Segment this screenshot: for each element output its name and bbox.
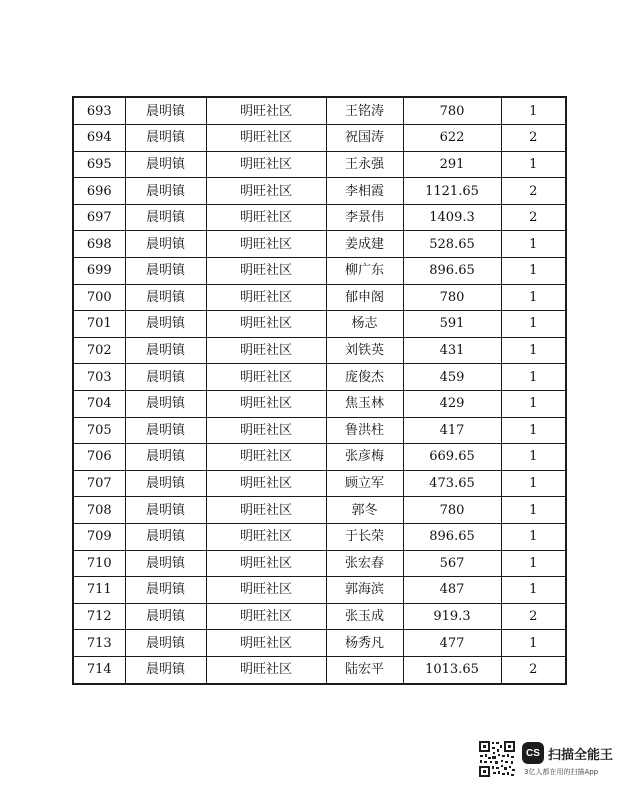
table-row [73,523,566,550]
town-cell: 晨明镇 [125,390,206,417]
roster-table-body [73,97,566,684]
amount-cell: 1409.3 [403,204,501,231]
amount-cell: 896.65 [403,523,501,550]
town-cell: 晨明镇 [125,630,206,657]
amount-cell: 487 [403,577,501,604]
count-cell: 1 [501,258,566,285]
count-cell: 1 [501,417,566,444]
table-row [73,444,566,471]
count-cell: 1 [501,444,566,471]
row-number-cell: 712 [73,603,125,630]
person-name-cell: 张玉成 [326,603,403,630]
person-name-cell: 祝国涛 [326,125,403,152]
row-number-cell: 714 [73,656,125,684]
table-row [73,390,566,417]
table-row [73,337,566,364]
table-row [73,470,566,497]
table-row [73,364,566,391]
camscanner-logo-icon: CS [522,742,544,764]
count-cell: 1 [501,390,566,417]
count-cell: 1 [501,497,566,524]
amount-cell: 780 [403,97,501,125]
row-number-cell: 700 [73,284,125,311]
count-cell: 1 [501,337,566,364]
table-row [73,550,566,577]
count-cell: 1 [501,630,566,657]
table-row [73,311,566,338]
person-name-cell: 刘铁英 [326,337,403,364]
town-cell: 晨明镇 [125,204,206,231]
table-row [73,284,566,311]
row-number-cell: 701 [73,311,125,338]
amount-cell: 477 [403,630,501,657]
count-cell: 2 [501,125,566,152]
person-name-cell: 杨志 [326,311,403,338]
town-cell: 晨明镇 [125,178,206,205]
count-cell: 1 [501,311,566,338]
community-cell: 明旺社区 [206,417,326,444]
amount-cell: 780 [403,497,501,524]
community-cell: 明旺社区 [206,151,326,178]
amount-cell: 291 [403,151,501,178]
amount-cell: 473.65 [403,470,501,497]
community-cell: 明旺社区 [206,258,326,285]
community-cell: 明旺社区 [206,523,326,550]
table-row [73,258,566,285]
table-row [73,630,566,657]
community-cell: 明旺社区 [206,125,326,152]
person-name-cell: 鲁洪柱 [326,417,403,444]
count-cell: 1 [501,97,566,125]
row-number-cell: 713 [73,630,125,657]
town-cell: 晨明镇 [125,550,206,577]
amount-cell: 669.65 [403,444,501,471]
count-cell: 1 [501,284,566,311]
row-number-cell: 704 [73,390,125,417]
person-name-cell: 杨秀凡 [326,630,403,657]
community-cell: 明旺社区 [206,178,326,205]
amount-cell: 429 [403,390,501,417]
count-cell: 2 [501,204,566,231]
row-number-cell: 695 [73,151,125,178]
person-name-cell: 张宏春 [326,550,403,577]
row-number-cell: 699 [73,258,125,285]
table-row [73,204,566,231]
row-number-cell: 708 [73,497,125,524]
amount-cell: 1013.65 [403,656,501,684]
table-row [73,178,566,205]
camscanner-watermark [478,740,618,782]
count-cell: 1 [501,523,566,550]
community-cell: 明旺社区 [206,497,326,524]
person-name-cell: 李相霞 [326,178,403,205]
town-cell: 晨明镇 [125,284,206,311]
table-row [73,603,566,630]
count-cell: 1 [501,550,566,577]
row-number-cell: 707 [73,470,125,497]
town-cell: 晨明镇 [125,523,206,550]
town-cell: 晨明镇 [125,417,206,444]
row-number-cell: 709 [73,523,125,550]
community-cell: 明旺社区 [206,550,326,577]
community-cell: 明旺社区 [206,311,326,338]
table-row [73,97,566,125]
brand-slogan: 3亿人都在用的扫描App [524,768,599,776]
amount-cell: 591 [403,311,501,338]
row-number-cell: 696 [73,178,125,205]
table-row [73,417,566,444]
count-cell: 2 [501,603,566,630]
community-cell: 明旺社区 [206,577,326,604]
community-cell: 明旺社区 [206,444,326,471]
count-cell: 2 [501,178,566,205]
town-cell: 晨明镇 [125,97,206,125]
table-row [73,125,566,152]
count-cell: 1 [501,151,566,178]
roster-table [72,96,567,685]
amount-cell: 1121.65 [403,178,501,205]
person-name-cell: 庞俊杰 [326,364,403,391]
count-cell: 1 [501,231,566,258]
brand-name: 扫描全能王 [548,748,614,763]
table-row [73,497,566,524]
amount-cell: 919.3 [403,603,501,630]
row-number-cell: 703 [73,364,125,391]
amount-cell: 780 [403,284,501,311]
person-name-cell: 郁申阁 [326,284,403,311]
row-number-cell: 697 [73,204,125,231]
row-number-cell: 698 [73,231,125,258]
count-cell: 1 [501,470,566,497]
town-cell: 晨明镇 [125,311,206,338]
town-cell: 晨明镇 [125,337,206,364]
person-name-cell: 姜成建 [326,231,403,258]
community-cell: 明旺社区 [206,470,326,497]
town-cell: 晨明镇 [125,151,206,178]
person-name-cell: 柳广东 [326,258,403,285]
table-row [73,231,566,258]
community-cell: 明旺社区 [206,97,326,125]
amount-cell: 896.65 [403,258,501,285]
count-cell: 1 [501,577,566,604]
amount-cell: 622 [403,125,501,152]
amount-cell: 459 [403,364,501,391]
count-cell: 1 [501,364,566,391]
town-cell: 晨明镇 [125,231,206,258]
community-cell: 明旺社区 [206,630,326,657]
community-cell: 明旺社区 [206,337,326,364]
person-name-cell: 李景伟 [326,204,403,231]
community-cell: 明旺社区 [206,231,326,258]
row-number-cell: 693 [73,97,125,125]
town-cell: 晨明镇 [125,258,206,285]
amount-cell: 417 [403,417,501,444]
community-cell: 明旺社区 [206,204,326,231]
person-name-cell: 张彦梅 [326,444,403,471]
row-number-cell: 694 [73,125,125,152]
person-name-cell: 陆宏平 [326,656,403,684]
town-cell: 晨明镇 [125,497,206,524]
row-number-cell: 705 [73,417,125,444]
person-name-cell: 郭海滨 [326,577,403,604]
town-cell: 晨明镇 [125,125,206,152]
table-row [73,656,566,684]
person-name-cell: 郭冬 [326,497,403,524]
qr-code-icon [478,740,516,778]
count-cell: 2 [501,656,566,684]
community-cell: 明旺社区 [206,284,326,311]
row-number-cell: 710 [73,550,125,577]
person-name-cell: 焦玉林 [326,390,403,417]
community-cell: 明旺社区 [206,390,326,417]
town-cell: 晨明镇 [125,444,206,471]
row-number-cell: 711 [73,577,125,604]
person-name-cell: 于长荣 [326,523,403,550]
town-cell: 晨明镇 [125,470,206,497]
town-cell: 晨明镇 [125,364,206,391]
community-cell: 明旺社区 [206,364,326,391]
table-row [73,151,566,178]
table-row [73,577,566,604]
amount-cell: 567 [403,550,501,577]
person-name-cell: 王永强 [326,151,403,178]
community-cell: 明旺社区 [206,656,326,684]
person-name-cell: 王铭涛 [326,97,403,125]
town-cell: 晨明镇 [125,656,206,684]
row-number-cell: 702 [73,337,125,364]
town-cell: 晨明镇 [125,603,206,630]
community-cell: 明旺社区 [206,603,326,630]
row-number-cell: 706 [73,444,125,471]
person-name-cell: 顾立军 [326,470,403,497]
amount-cell: 528.65 [403,231,501,258]
town-cell: 晨明镇 [125,577,206,604]
amount-cell: 431 [403,337,501,364]
